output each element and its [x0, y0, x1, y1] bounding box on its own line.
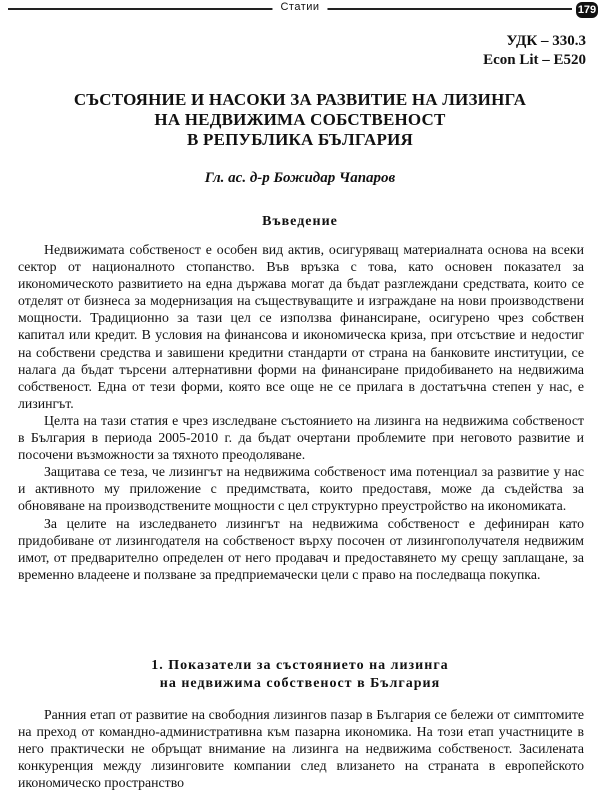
paragraph: Защитава се теза, че лизингът на недвижима собственост има потенциал за развитие у нас и активното му приложение с предимствата, които предоставя, може да съдейства за обновяване на производствените мощности с цел структурно преустройство на икономиката.	[18, 464, 584, 514]
introduction-heading: Въведение	[262, 214, 338, 229]
header-section-title: Статии	[272, 0, 327, 14]
title-line-1: СЪСТОЯНИЕ И НАСОКИ ЗА РАЗВИТИЕ НА ЛИЗИНГА	[73, 90, 527, 109]
udk-code: УДК – 330.3	[506, 33, 586, 49]
title-line-3: В РЕПУБЛИКА БЪЛГАРИЯ	[187, 130, 413, 149]
paragraph: За целите на изследването лизингът на недвижима собственост е дефиниран като придобиване от лизингодателя на собственост върху посочен от лизингополучателя недвижим имот, от предварително определен от него продавач и предоставянето му срещу заплащане, за временно владеене и ползване за предприемачески цели с право на последваща покупка.	[18, 515, 584, 582]
section-1-heading-line-2: на недвижима собственост в България	[159, 676, 441, 691]
econlit-code: Econ Lit – E520	[483, 52, 586, 68]
classification-codes	[483, 32, 586, 70]
section-1-heading-line-1: 1. Показатели за състоянието на лизинга	[151, 658, 449, 673]
introduction-body	[18, 241, 584, 583]
author-name: Гл. ас. д-р Божидар Чапаров	[204, 170, 396, 186]
page-number: 179	[577, 4, 597, 16]
section-1-body	[18, 706, 584, 791]
title-line-2: НА НЕДВИЖИМА СОБСТВЕНОСТ	[154, 110, 446, 129]
section-1-heading	[0, 657, 600, 693]
paragraph: Недвижимата собственост е особен вид актив, осигуряващ материалната основа на всеки сектор от националното стопанство. Във връзка с това, като основен показател за икономическото развитието на една държава могат да бъдат разглеждани средствата, които се отделят от бизнеса за модернизация на съществуващите и изграждане на нови производствени мощности. Традиционно за тази цел се използва финансиране, осигурено чрез собствен капитал или кредит. В условия на финансова и икономическа криза, при отсъствие и недостиг на собствени средства и завишени кредитни стандарти от страна на банковите институции, се налага да бъдат търсени алтернативни форми на финансиране придобиването на недвижима собственост. Една от тези форми, която все още не се прилага в достатъчна степен у нас, е лизингът.	[18, 242, 584, 411]
paragraph: Ранния етап от развитие на свободния лизингов пазар в България се бележи от симптомите на преход от командно-административна към пазарна икономика. На този етап участниците в него практически не обръщат внимание на лизинга на недвижима собственост. Засилената конкуренция между лизинговите компании след влизането на страната в европейското икономическо пространство	[18, 707, 584, 791]
article-title	[0, 90, 600, 150]
running-header	[0, 0, 600, 16]
paragraph: Целта на тази статия е чрез изследване състоянието на лизинга на недвижима собственост в България в периода 2005-2010 г. да бъдат очертани проблемите при неговото развитие и посочени възможности за тяхното преодоляване.	[18, 412, 584, 463]
